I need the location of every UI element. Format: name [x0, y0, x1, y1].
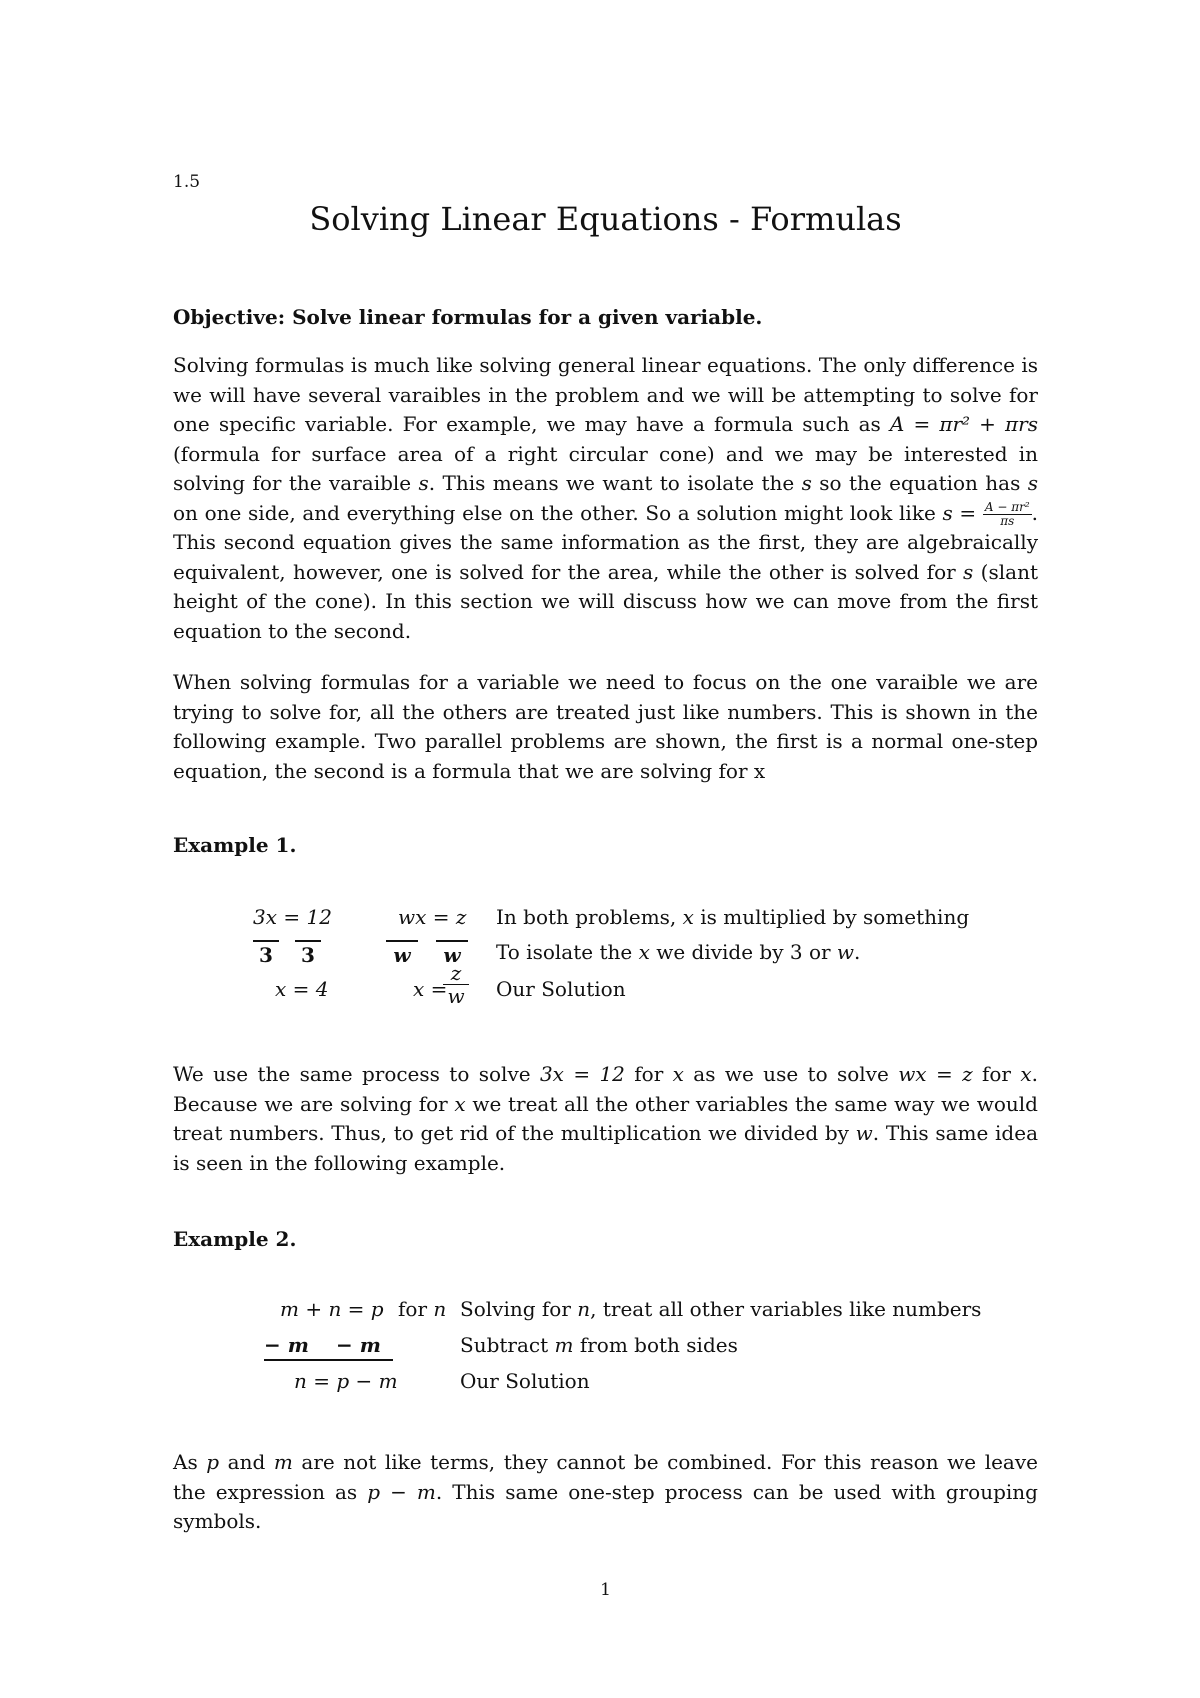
section-number: 1.5	[173, 172, 201, 192]
objective: Objective: Solve linear formulas for a given variable.	[173, 305, 763, 329]
example-2-rule	[264, 1359, 393, 1361]
example-1-solution-fraction: $\frac{z}{w}$	[443, 962, 469, 1007]
example-2-heading: Example 2.	[173, 1227, 297, 1251]
surface-area-formula: A = πr² + πrs	[889, 412, 1038, 436]
explanation-paragraph: We use the same process to solve 3x = 12 for x as we use to solve wx = z for x. Because we are solving for x we treat all the other variables the same way we would treat numbers. Thus, to get rid of the multiplication we divided by w. This same idea is seen in the following example.	[173, 1062, 1039, 1175]
solved-formula-lhs: s =	[942, 500, 977, 525]
document-page: 1.5 Solving Linear Equations - Formulas Objective: Solve linear formulas for a given variable. Solving formulas is much like solving general linear equations. The only difference is we will have several varaibles in the problem and we will be attempting to solve for one specific variable. For example, we may have a formula such as A = πr² + πrs (formula for surface area of a right circular cone) and we may be interested in solving for the varaible s. This means we want to isolate the s so the equation has s on one side, and everything else on the other. So a solution might look like s = $\frac{\text{A − πr²}}{\pi s}$ . This second equation gives the same information as the first, they are algebraically equivalent, however, one is solved for the area, while the other is solved for s (slant height of the cone). In this section we will discuss how we can move from the first equation to the second. When solving formulas for a variable we need to focus on the one varaible we are trying to solve for, all the others are treated just like numbers. This is shown in the following example. Two parallel problems are shown, the first is a normal one-step equation, the second is a formula that we are solving for x Example 1. 3x = 12 wx = z In both problems, x is multiplied by something 3 3 w w To isolate the x we divide by 3 or w. x = 4 x = Our Solution $\frac{z}{w}$ We use the same process to solve 3x = 12 for x as we use to solve wx = z for x. Because we are solving for x we treat all the other variables the same way we would treat numbers. Thus, to get rid of the multiplication we divided by w. This same idea is seen in the following example. Example 2. m + n = p for n Solving for n, treat all other variables like numbers − m − m Subtract m from both sides n = p − m Our Solution As p and m are not like terms, they cannot be combined. For this reason we leave the expression as p − m. This same one-step process can be used with grouping symbols. 1	[173, 172, 1039, 1600]
solved-formula-fraction: $\frac{\text{A − πr²}}{\pi s}$	[984, 499, 1030, 528]
intro-paragraph: Solving formulas is much like solving general linear equations. The only difference is we will have several varaibles in the problem and we will be attempting to solve for one specific variable. For example, we may have a formula such as A = πr² + πrs (formula for surface area of a right circular cone) and we may be interested in solving for the varaible s. This means we want to isolate the s so the equation has s on one side, and everything else on the other. So a solution might look like s = $\frac{\text{A − πr²}}{\pi s}$ . This second equation gives the same information as the first, they are algebraically equivalent, however, one is solved for the area, while the other is solved for s (slant height of the cone). In this section we will discuss how we can move from the first equation to the second.	[173, 353, 1039, 643]
page-title: Solving Linear Equations - Formulas	[309, 200, 902, 238]
closing-paragraph: As p and m are not like terms, they cannot be combined. For this reason we leave the expression as p − m. This same one-step process can be used with grouping symbols.	[173, 1450, 1038, 1533]
example-1-heading: Example 1.	[173, 833, 297, 857]
method-paragraph: When solving formulas for a variable we need to focus on the one varaible we are trying to solve for, all the others are treated just like numbers. This is shown in the following example. Two parallel problems are shown, the first is a normal one-step equation, the second is a formula that we are solving for x	[173, 670, 1038, 783]
page-number: 1	[600, 1580, 611, 1600]
